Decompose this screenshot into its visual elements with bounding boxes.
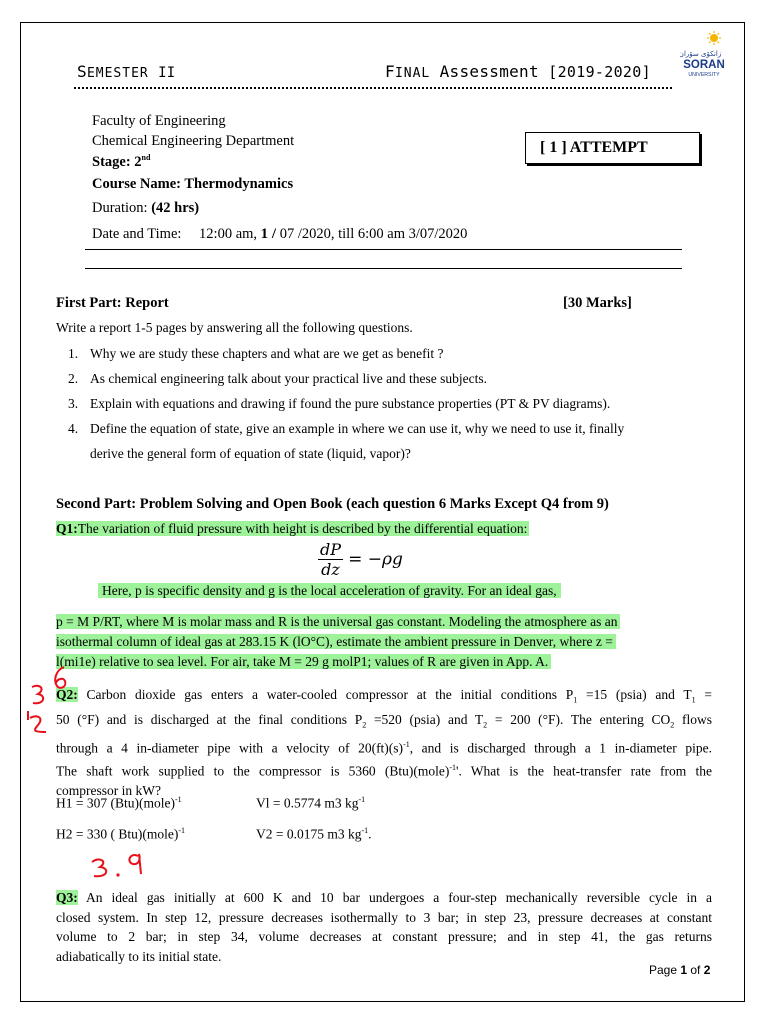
item-text: Define the equation of state, give an example in where we can use it, why we need to use it, finally <box>90 421 625 436</box>
q2-l4b: '. What is the heat-transfer rate from the <box>456 763 712 779</box>
datetime-label: Date and Time: <box>92 226 182 242</box>
sub: 2 <box>483 720 488 730</box>
sup: -1 <box>403 740 410 750</box>
item-text: Explain with equations and drawing if found the pure substance properties (PT & PV diagrams). <box>90 396 611 411</box>
assessment-years: [2019-2020] <box>548 63 651 81</box>
page-current: 1 <box>680 963 688 977</box>
datetime-text <box>92 226 467 243</box>
part1-item-4-cont: derive the general form of equation of state (liquid, vapor)? <box>90 446 411 461</box>
q3-line1 <box>56 888 712 908</box>
page-prefix: Page <box>649 963 681 977</box>
q1-line5-text: l(mi1e) relative to sea level. For air, take M = 29 g molP1; values of R are given in App. A. <box>56 654 551 669</box>
divider-1 <box>85 249 682 250</box>
duration-text <box>92 200 199 217</box>
sun-icon <box>680 30 728 80</box>
eq-denominator: dz <box>321 560 340 579</box>
datetime-day: 1 / <box>260 226 277 242</box>
datetime-end: 07 /2020, till 6:00 am 3/07/2020 <box>279 226 468 242</box>
equation <box>318 540 403 579</box>
part2-title: Second Part: Problem Solving and Open Book (each question 6 Marks Except Q4 from 9) <box>56 496 609 512</box>
h1-value <box>56 795 182 812</box>
q3-label: Q3: <box>56 890 78 905</box>
handwritten-mark-q2b <box>24 708 54 738</box>
q3-l1: An ideal gas initially at 600 K and 10 bar undergoes a four-step mechanically reversible cycle in a <box>77 890 712 905</box>
q2-line4 <box>56 758 712 781</box>
eq-numerator: dP <box>320 540 342 559</box>
semester-label: SEMESTER II <box>77 62 176 81</box>
h1-text: H1 = 307 (Btu)(mole) <box>56 795 175 811</box>
page-of: of <box>687 963 704 977</box>
q2-l4a: The shaft work supplied to the compressor is 5360 (Btu)(mole) <box>56 763 450 779</box>
part1-intro: Write a report 1-5 pages by answering all the following questions. <box>56 320 413 335</box>
q2-line5: compressor in kW? <box>56 783 161 799</box>
sup: -1 <box>358 795 366 804</box>
h2-value <box>56 826 185 843</box>
sub: 2 <box>670 720 675 730</box>
sup: -1 <box>361 826 369 835</box>
q1-label: Q1: <box>56 521 78 536</box>
item-number: 4. <box>68 421 79 436</box>
v2-value <box>256 826 372 843</box>
item-number: 2. <box>68 371 79 386</box>
item-number: 1. <box>68 346 79 361</box>
part1-item-4 <box>68 421 624 437</box>
svg-text:زانكۆی سۆران: زانكۆی سۆران <box>680 50 722 58</box>
stage-sup: nd <box>141 153 151 162</box>
handwritten-score <box>86 842 166 882</box>
q1-line5 <box>56 654 551 670</box>
sup: -1 <box>174 795 182 804</box>
q2-l3a: through a 4 in-diameter pipe with a velocity of 20(ft)(s) <box>56 740 404 756</box>
part1-item-2 <box>68 371 487 387</box>
v1-value <box>256 795 365 812</box>
handwritten-mark-q2a <box>27 682 55 710</box>
attempt-box: [ 1 ] ATTEMPT <box>525 132 700 164</box>
course-name: Course Name: Thermodynamics <box>92 176 294 192</box>
q2-l1a: Carbon dioxide gas enters a water-cooled compressor at the initial conditions P <box>77 687 574 702</box>
sub: 1 <box>573 695 578 705</box>
q3-line3: volume to 2 bar; in step 34, volume decreases at constant pressure; and in step 41, the gas returns <box>56 929 712 944</box>
q2-l3b: , and is discharged through a 1 in-diameter pipe. <box>409 740 712 756</box>
sup: -1 <box>449 763 457 773</box>
q2-l2b: =520 (psia) and T <box>366 712 484 728</box>
q1-line4-text: isothermal column of ideal gas at 283.15 K (lO°C), estimate the ambient pressure in Denver, where z = <box>56 634 616 649</box>
q2-l1c: = <box>695 687 712 702</box>
q2-line1 <box>56 685 712 710</box>
datetime-start: 12:00 am, <box>199 226 258 242</box>
sup: -1 <box>178 826 186 835</box>
q1-line2 <box>98 583 561 599</box>
q2-line3 <box>56 735 712 758</box>
sub: 1 <box>691 695 696 705</box>
q2-label: Q2: <box>56 687 78 702</box>
q1-line3-text: p = M P/RT, where M is molar mass and R is the universal gas constant. Modeling the atmosphere as an <box>56 614 620 629</box>
item-text: Why we are study these chapters and what are we get as benefit ? <box>90 346 444 361</box>
q1-line4 <box>56 634 616 650</box>
sub: 2 <box>362 720 367 730</box>
v2-end: . <box>368 826 372 842</box>
part1-item-3 <box>68 396 610 412</box>
divider-2 <box>85 268 682 269</box>
q2-paragraph <box>56 685 712 801</box>
item-number: 3. <box>68 396 79 411</box>
university-logo <box>680 30 728 80</box>
stage-label: Stage: 2 <box>92 153 142 170</box>
page-number <box>649 963 710 977</box>
q1-line3 <box>56 614 620 630</box>
part1-item-1 <box>68 346 443 362</box>
svg-text:SORAN: SORAN <box>683 59 725 71</box>
h2-text: H2 = 330 ( Btu)(mole) <box>56 826 179 842</box>
svg-text:UNIVERSITY: UNIVERSITY <box>688 72 720 78</box>
q3-paragraph <box>56 888 712 966</box>
q2-l2a: 50 (°F) and is discharged at the final conditions P <box>56 712 363 728</box>
item-text: As chemical engineering talk about your practical live and these subjects. <box>90 371 487 386</box>
duration-value: (42 hrs) <box>151 200 200 216</box>
v2-text: V2 = 0.0175 m3 kg <box>256 826 362 842</box>
q1-text: The variation of fluid pressure with height is described by the differential equation: <box>77 521 528 536</box>
header-dotted-rule <box>74 87 672 89</box>
eq-rhs: = −ρg <box>348 549 403 570</box>
q1-intro <box>56 521 529 537</box>
part1-title: First Part: Report <box>56 295 169 311</box>
page-total: 2 <box>703 963 711 977</box>
assessment-title: FINAL Assessment [2019-2020] <box>385 62 651 81</box>
q2-l1b: =15 (psia) and T <box>577 687 692 702</box>
stage-text <box>92 153 150 171</box>
q1-line2-text: Here, p is specific density and g is the local acceleration of gravity. For an ideal gas, <box>98 583 561 598</box>
q2-l2c: = 200 (°F). The entering CO <box>487 712 671 728</box>
q3-line2: closed system. In step 12, pressure decreases isothermally to 3 bar; in step 23, pressure decreases at constant <box>56 909 712 925</box>
duration-label: Duration: <box>92 200 148 216</box>
q3-line4: adiabatically to its initial state. <box>56 948 222 964</box>
faculty-text: Faculty of Engineering <box>92 113 226 129</box>
part1-marks: [30 Marks] <box>563 295 632 311</box>
q2-line2 <box>56 710 712 735</box>
department-text: Chemical Engineering Department <box>92 133 295 149</box>
q2-l2d: flows <box>674 712 713 728</box>
v1-text: Vl = 0.5774 m3 kg <box>256 795 359 811</box>
